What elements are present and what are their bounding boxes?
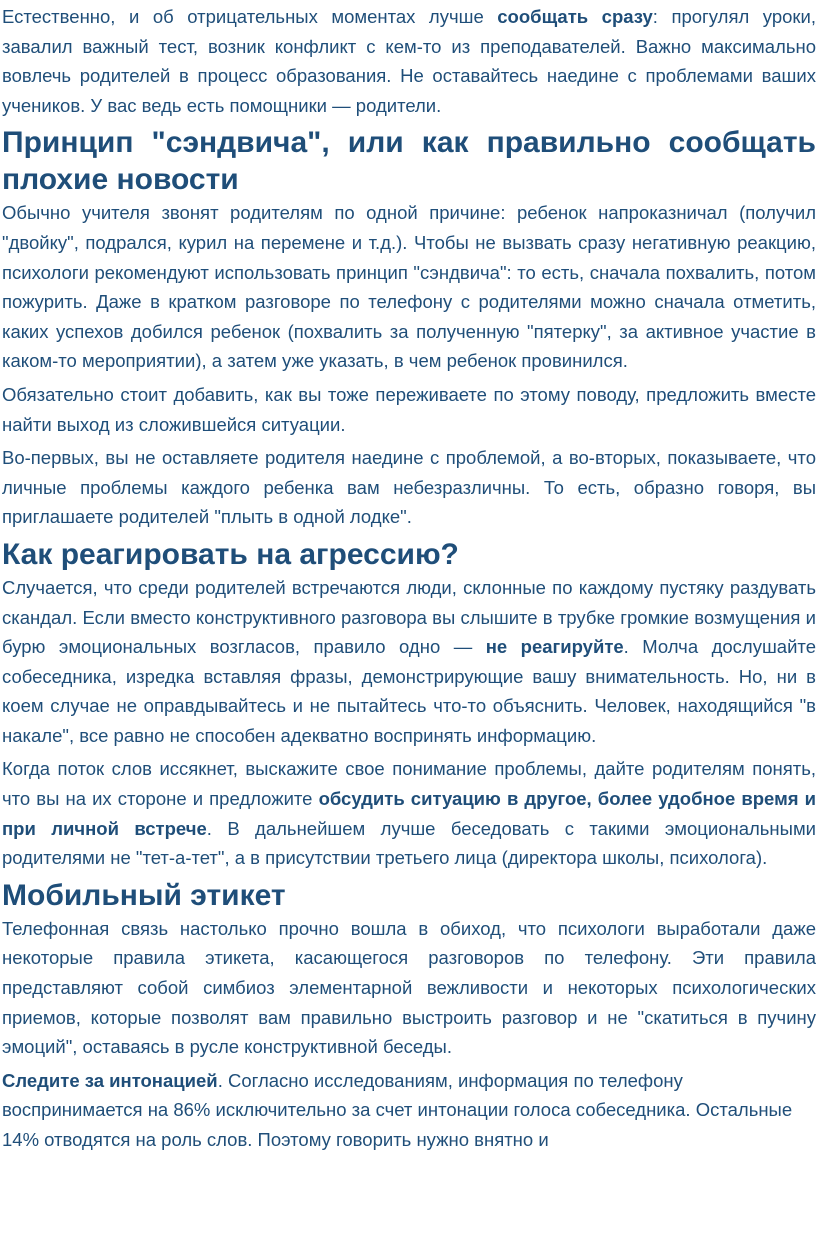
paragraph-phone-communication: Телефонная связь настолько прочно вошла в обиход, что психологи выработали даже некоторые правила этикета, касающегося разговоров по телефону. Эти правила представляют собой симбиоз элементарной вежливости и некоторых психологических приемов, которые позволят вам правильно выстроить разговор и не "скатиться в пучину эмоций", оставаясь в русле конструктивной беседы.	[2, 917, 816, 1058]
paragraph-report-immediately	[2, 2, 816, 120]
paragraph-text: Естественно, и об отрицательных моментах лучше	[2, 6, 498, 27]
paragraph-text: . В дальнейшем лучше беседовать с такими эмоциональными родителями не "тет-а-тет", а в присутствии третьего лица (директора школы, психолога).	[2, 817, 816, 869]
bold-phrase: обсудить ситуацию в другое, более удобное время и при личной встрече	[2, 788, 816, 839]
bold-phrase: сообщать сразу	[497, 6, 653, 27]
paragraph-text: : прогулял уроки, завалил важный тест, возник конфликт с кем-то из преподавателей. Важно максимально вовлечь родителей в процесс образования. Не оставайтесь наедине с проблемами ваших учеников. У вас ведь есть помощники — родители.	[2, 6, 816, 116]
paragraph-scandal	[2, 573, 816, 751]
heading-mobile-etiquette: Мобильный этикет	[2, 878, 286, 912]
bold-phrase: не реагируйте	[485, 636, 624, 658]
paragraph-add-worry: Обязательно стоит добавить, как вы тоже переживаете по этому поводу, предложить вместе найти выход из сложившейся ситуации.	[2, 383, 816, 435]
paragraph-teachers-call: Обычно учителя звонят родителям по одной причине: ребенок напроказничал (получил "двойку", подрался, курил на перемене и т.д.). Чтобы не вызвать сразу негативную реакцию, психологи рекомендуют использовать принцип "сэндвича": то есть, сначала похвалить, потом пожурить. Даже в кратком разговоре по телефону с родителями можно сначала отметить, каких успехов добился ребенок (похвалить за полученную "пятерку", за активное участие в каком-то мероприятии), а затем уже указать, в чем ребенок провинился.	[2, 202, 816, 372]
paragraph-text: Случается, что среди родителей встречаются люди, склонные по каждому пустяку раздувать скандал. Если вместо конструктивного разговора вы слышите в трубке громкие возмущения и бурю эмоциональных возгласов, правило одно —	[2, 576, 816, 658]
heading-aggression: Как реагировать на агрессию?	[2, 537, 459, 571]
bold-phrase: Следите за интонацией	[2, 1069, 218, 1091]
paragraph-text: Когда поток слов иссякнет, выскажите свое понимание проблемы, дайте родителям понять, что вы на их стороне и предложите	[2, 758, 816, 810]
paragraph-words-dry-up	[2, 754, 816, 872]
paragraph-firstly: Во-первых, вы не оставляете родителя наедине с проблемой, а во-вторых, показываете, что личные проблемы каждого ребенка вам небезразличны. То есть, образно говоря, вы приглашаете родителей "плыть в одной лодке".	[2, 447, 816, 528]
heading-sandwich-principle: Принцип "сэндвича", или как правильно сообщать плохие новости	[2, 126, 816, 197]
paragraph-text: . Молча дослушайте собеседника, изредка вставляя фразы, демонстрирующие вашу внимательность. Но, ни в коем случае не оправдывайтесь и не пытайтесь что-то объяснить. Человек, находящийся "в накале", все равно не способен адекватно воспринять информацию.	[2, 636, 816, 746]
paragraph-text: . Согласно исследованиям, информация по телефону воспринимается на 86% исключительно за счет интонации голоса собеседника. Остальные 14% отводятся на роль слов. Поэтому говорить нужно внятно и	[2, 1069, 793, 1150]
paragraph-intonation	[2, 1066, 816, 1155]
